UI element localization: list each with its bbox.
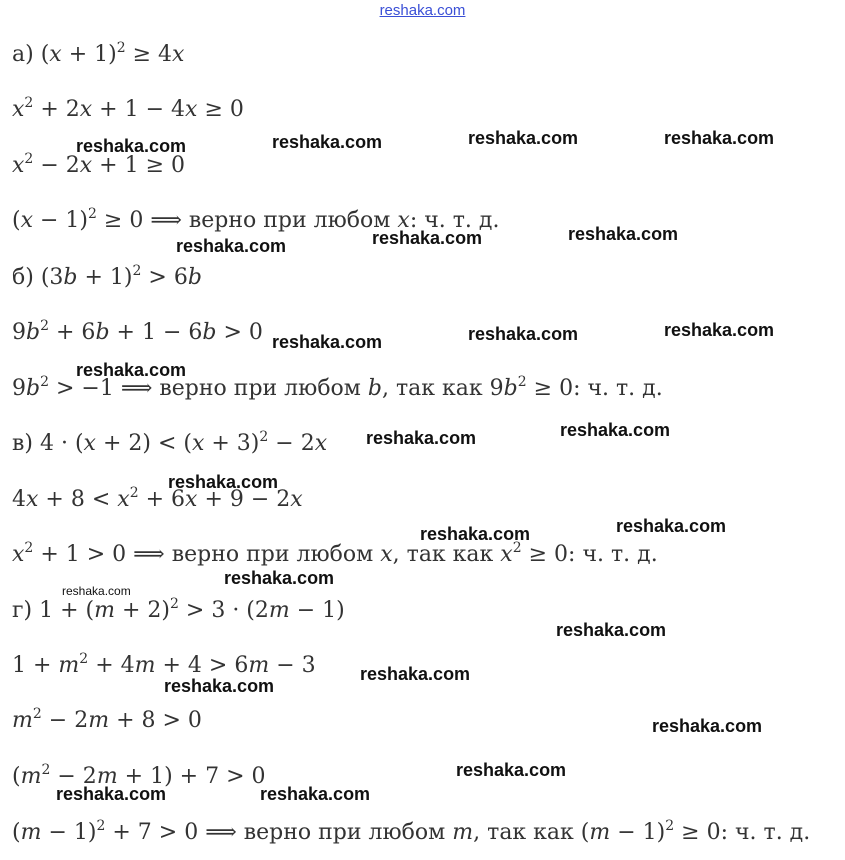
watermark: reshaka.com [366,428,477,448]
solution-line: г) $1 + (m + 2)^2 > 3 \cdot (2m - 1)$ [12,596,345,623]
watermark: reshaka.com [168,472,279,492]
solution-line: $m^2 - 2m + 8 > 0$ [12,706,202,733]
solution-line: $9b^2 > -1$ ⟹ верно при любом b, так как $9b^2 \ge 0$: ч. т. д. [12,374,663,401]
watermark: reshaka.com [76,136,187,156]
watermark: reshaka.com [360,664,471,684]
watermark: reshaka.com [176,236,287,256]
watermark: reshaka.com [568,224,679,244]
solution-line: $1 + m^2 + 4m + 4 > 6m - 3$ [12,651,316,678]
solution-line: $(m^2 - 2m + 1) + 7 > 0$ [12,762,266,789]
watermark: reshaka.com [164,676,275,696]
solution-line: $4x + 8 < x^2 + 6x + 9 - 2x$ [12,485,303,512]
watermark: reshaka.com [272,332,383,352]
site-link[interactable]: reshaka.com [379,2,466,19]
solution-line: $x^2 - 2x + 1 \ge 0$ [12,151,186,178]
solution-line: $(x - 1)^2 \ge 0$ ⟹ верно при любом x: ч. т. д. [12,206,500,233]
watermark: reshaka.com [560,420,671,440]
solution-line: $9b^2 + 6b + 1 - 6b > 0$ [12,318,263,345]
watermark: reshaka.com [420,524,531,544]
solution-line: б) $(3b + 1)^2 > 6b$ [12,263,202,290]
watermark: reshaka.com [652,716,763,736]
solution-line: $x^2 + 1 > 0$ ⟹ верно при любом x, так как $x^2 \ge 0$: ч. т. д. [12,540,658,567]
watermark: reshaka.com [664,128,775,148]
solution-line: $(m - 1)^2 + 7 > 0$ ⟹ верно при любом m, так как $(m - 1)^2 \ge 0$: ч. т. д. [12,818,811,845]
watermark: reshaka.com [56,784,167,804]
solution-line: в) $4 \cdot (x + 2) < (x + 3)^2 - 2x$ [12,429,328,456]
watermark-small: reshaka.com [62,584,131,598]
watermark: reshaka.com [76,360,187,380]
watermark: reshaka.com [372,228,483,248]
solution-line: $x^2 + 2x + 1 - 4x \ge 0$ [12,95,244,122]
watermark: reshaka.com [616,516,727,536]
watermark: reshaka.com [468,324,579,344]
watermark: reshaka.com [260,784,371,804]
watermark: reshaka.com [224,568,335,588]
watermark: reshaka.com [272,132,383,152]
watermark: reshaka.com [664,320,775,340]
watermark: reshaka.com [556,620,667,640]
watermark: reshaka.com [456,760,567,780]
watermark: reshaka.com [468,128,579,148]
solution-line: а) $(x + 1)^2 \ge 4x$ [12,40,185,67]
